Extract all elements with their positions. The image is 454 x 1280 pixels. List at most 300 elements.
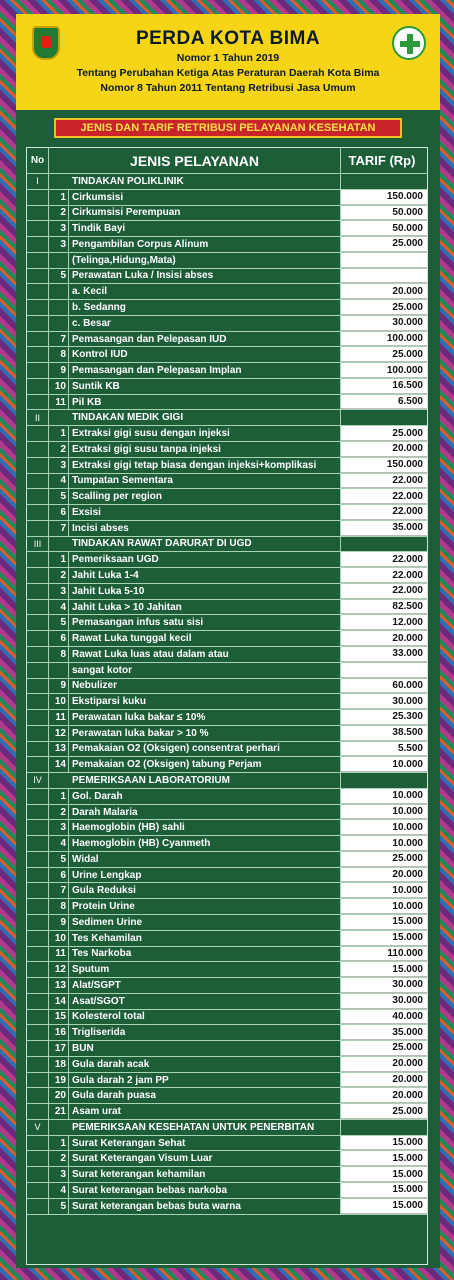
tariff-value	[341, 410, 427, 425]
table-row	[27, 757, 427, 773]
table-row	[27, 363, 427, 379]
item-number: 1	[49, 789, 69, 804]
tariff-value: 30.000	[341, 316, 427, 331]
service-name: Surat Keterangan Visum Luar	[69, 1151, 341, 1166]
section-title: PEMERIKSAAN LABORATORIUM	[69, 773, 341, 788]
item-number: 3	[49, 458, 69, 473]
section-title: TINDAKAN MEDIK GIGI	[69, 410, 341, 425]
table-row	[27, 489, 427, 505]
service-name: Scalling per region	[69, 489, 341, 504]
service-name: Pemasangan dan Pelepasan Implan	[69, 363, 341, 378]
item-number: 3	[49, 221, 69, 236]
table-row	[27, 915, 427, 931]
item-number: 2	[49, 1151, 69, 1166]
tariff-value: 22.000	[341, 568, 427, 583]
section-number: II	[27, 410, 49, 425]
tariff-value: 20.000	[341, 1088, 427, 1103]
section-row	[27, 537, 427, 553]
header-tariff: TARIF (Rp)	[348, 153, 416, 168]
tariff-value: 20.000	[341, 868, 427, 883]
service-name: Gula darah puasa	[69, 1088, 341, 1103]
item-number: 14	[49, 757, 69, 772]
table-row	[27, 663, 427, 679]
tariff-value: 30.000	[341, 978, 427, 993]
section-number	[27, 962, 49, 977]
section-number	[27, 1073, 49, 1088]
tariff-value: 15.000	[341, 915, 427, 930]
section-banner: JENIS DAN TARIF RETRIBUSI PELAYANAN KESEHATAN	[54, 118, 402, 138]
item-number: 9	[49, 915, 69, 930]
table-row	[27, 253, 427, 269]
section-number	[27, 1183, 49, 1198]
item-number: 7	[49, 883, 69, 898]
header-no: No	[27, 148, 49, 173]
tariff-value: 35.000	[341, 1025, 427, 1040]
section-number	[27, 221, 49, 236]
table-row	[27, 1025, 427, 1041]
city-emblem-icon	[32, 26, 60, 60]
service-name: Alat/SGPT	[69, 978, 341, 993]
service-name: a. Kecil	[69, 284, 341, 299]
section-number	[27, 1136, 49, 1151]
table-row	[27, 710, 427, 726]
section-number	[27, 694, 49, 709]
table-row	[27, 820, 427, 836]
service-name: Perawatan Luka / Insisi abses	[69, 269, 341, 284]
table-row	[27, 947, 427, 963]
section-number	[27, 584, 49, 599]
section-number: III	[27, 537, 49, 552]
tariff-value	[341, 253, 427, 268]
section-number	[27, 442, 49, 457]
tariff-value: 38.500	[341, 726, 427, 741]
table-row	[27, 1151, 427, 1167]
item-number: 1	[49, 552, 69, 567]
tariff-value: 20.000	[341, 631, 427, 646]
table-header	[27, 148, 427, 174]
service-name: Ekstiparsi kuku	[69, 694, 341, 709]
poster-title: PERDA KOTA BIMA	[135, 28, 321, 49]
table-row	[27, 442, 427, 458]
tariff-value: 25.300	[341, 710, 427, 725]
item-number: 13	[49, 742, 69, 757]
section-number	[27, 206, 49, 221]
item-number	[49, 663, 69, 678]
tariff-value: 22.000	[341, 474, 427, 489]
item-number: 5	[49, 615, 69, 630]
tariff-value: 33.000	[341, 647, 427, 662]
tariff-value: 6.500	[341, 395, 427, 410]
item-number: 8	[49, 899, 69, 914]
item-number	[49, 537, 69, 552]
tariff-value: 20.000	[341, 284, 427, 299]
section-number	[27, 852, 49, 867]
service-name: Asam urat	[69, 1104, 341, 1119]
table-row	[27, 1073, 427, 1089]
tariff-value: 10.000	[341, 805, 427, 820]
item-number: 5	[49, 852, 69, 867]
item-number: 6	[49, 868, 69, 883]
service-name: Nebulizer	[69, 679, 341, 694]
section-number: I	[27, 174, 49, 189]
section-row	[27, 1120, 427, 1136]
service-name: BUN	[69, 1041, 341, 1056]
section-number	[27, 757, 49, 772]
section-number	[27, 978, 49, 993]
service-name: Rawat Luka tunggal kecil	[69, 631, 341, 646]
service-name: Perawatan luka bakar ≤ 10%	[69, 710, 341, 725]
table-row	[27, 742, 427, 758]
section-number	[27, 679, 49, 694]
item-number: 11	[49, 947, 69, 962]
service-name: Haemoglobin (HB) Cyanmeth	[69, 836, 341, 851]
service-name: Tes Narkoba	[69, 947, 341, 962]
tariff-value	[341, 663, 427, 678]
tariff-value	[341, 269, 427, 284]
tariff-value: 15.000	[341, 1151, 427, 1166]
tariff-value: 25.000	[341, 1041, 427, 1056]
section-number	[27, 284, 49, 299]
section-number	[27, 1151, 49, 1166]
section-number	[27, 820, 49, 835]
service-name: Sedimen Urine	[69, 915, 341, 930]
item-number	[49, 316, 69, 331]
table-row	[27, 269, 427, 285]
item-number: 3	[49, 237, 69, 252]
table-row	[27, 221, 427, 237]
section-number	[27, 947, 49, 962]
item-number: 20	[49, 1088, 69, 1103]
table-row	[27, 789, 427, 805]
table-row	[27, 899, 427, 915]
table-row	[27, 505, 427, 521]
table-row	[27, 1167, 427, 1183]
service-name: Haemoglobin (HB) sahli	[69, 820, 341, 835]
tariff-value: 15.000	[341, 931, 427, 946]
service-name: Perawatan luka bakar > 10 %	[69, 726, 341, 741]
item-number	[49, 284, 69, 299]
tariff-value	[341, 1120, 427, 1135]
service-name: Protein Urine	[69, 899, 341, 914]
service-name: Extraksi gigi tetap biasa dengan injeksi+komplikasi	[69, 458, 341, 473]
table-row	[27, 332, 427, 348]
table-row	[27, 600, 427, 616]
service-name: Gula darah acak	[69, 1057, 341, 1072]
tariff-value: 10.000	[341, 836, 427, 851]
tariff-value: 25.000	[341, 426, 427, 441]
tariff-value: 15.000	[341, 962, 427, 977]
section-number	[27, 1167, 49, 1182]
section-number	[27, 647, 49, 662]
item-number: 5	[49, 1199, 69, 1214]
service-name: Widal	[69, 852, 341, 867]
table-row	[27, 978, 427, 994]
tariff-value: 22.000	[341, 552, 427, 567]
tariff-value: 40.000	[341, 1010, 427, 1025]
table-row	[27, 1041, 427, 1057]
section-title: PEMERIKSAAN KESEHATAN UNTUK PENERBITAN	[69, 1120, 341, 1135]
tariff-value: 30.000	[341, 694, 427, 709]
section-number	[27, 253, 49, 268]
item-number: 6	[49, 505, 69, 520]
item-number: 19	[49, 1073, 69, 1088]
section-number	[27, 316, 49, 331]
service-name: Jahit Luka > 10 Jahitan	[69, 600, 341, 615]
tariff-value: 22.000	[341, 505, 427, 520]
tariff-value: 25.000	[341, 347, 427, 362]
section-number	[27, 994, 49, 1009]
table-row	[27, 458, 427, 474]
section-number	[27, 300, 49, 315]
section-row	[27, 174, 427, 190]
item-number: 3	[49, 1167, 69, 1182]
service-name: Sputum	[69, 962, 341, 977]
table-row	[27, 805, 427, 821]
item-number: 14	[49, 994, 69, 1009]
tariff-value: 100.000	[341, 332, 427, 347]
tariff-value: 10.000	[341, 883, 427, 898]
table-row	[27, 521, 427, 537]
service-name: Gol. Darah	[69, 789, 341, 804]
tariff-value: 25.000	[341, 852, 427, 867]
table-row	[27, 284, 427, 300]
item-number: 15	[49, 1010, 69, 1025]
section-number	[27, 1025, 49, 1040]
item-number: 16	[49, 1025, 69, 1040]
section-number	[27, 489, 49, 504]
section-number	[27, 899, 49, 914]
item-number: 8	[49, 347, 69, 362]
tariff-value: 82.500	[341, 600, 427, 615]
item-number: 21	[49, 1104, 69, 1119]
item-number: 2	[49, 568, 69, 583]
tariff-value: 100.000	[341, 363, 427, 378]
service-name: Pemakaian O2 (Oksigen) consentrat perhari	[69, 742, 341, 757]
service-name: (Telinga,Hidung,Mata)	[69, 253, 341, 268]
service-name: Kolesterol total	[69, 1010, 341, 1025]
table-row	[27, 631, 427, 647]
service-name: Pemasangan infus satu sisi	[69, 615, 341, 630]
item-number: 4	[49, 1183, 69, 1198]
table-row	[27, 1057, 427, 1073]
table-row	[27, 1088, 427, 1104]
tariff-value: 150.000	[341, 458, 427, 473]
section-number	[27, 742, 49, 757]
item-number: 7	[49, 332, 69, 347]
item-number: 5	[49, 269, 69, 284]
tariff-value	[341, 174, 427, 189]
section-title: TINDAKAN RAWAT DARURAT DI UGD	[69, 537, 341, 552]
service-name: Surat keterangan kehamilan	[69, 1167, 341, 1182]
service-name: Pemeriksaan UGD	[69, 552, 341, 567]
table-row	[27, 316, 427, 332]
item-number	[49, 174, 69, 189]
service-name: Pengambilan Corpus Alinum	[69, 237, 341, 252]
table-row	[27, 568, 427, 584]
table-row	[27, 1010, 427, 1026]
table-row	[27, 931, 427, 947]
section-number	[27, 505, 49, 520]
health-cross-icon	[392, 26, 426, 60]
section-number	[27, 710, 49, 725]
tariff-value: 35.000	[341, 521, 427, 536]
table-row	[27, 1104, 427, 1120]
service-name: Rawat Luka luas atau dalam atau	[69, 647, 341, 662]
section-number	[27, 237, 49, 252]
service-name: b. Sedanng	[69, 300, 341, 315]
section-number	[27, 600, 49, 615]
section-row	[27, 773, 427, 789]
item-number: 2	[49, 206, 69, 221]
table-row	[27, 994, 427, 1010]
section-number	[27, 883, 49, 898]
regulation-reference: Nomor 8 Tahun 2011 Tentang Retribusi Jasa Umum	[100, 82, 356, 94]
section-number	[27, 931, 49, 946]
service-name: Surat keterangan bebas narkoba	[69, 1183, 341, 1198]
service-name: Jahit Luka 1-4	[69, 568, 341, 583]
item-number: 8	[49, 647, 69, 662]
tariff-value: 110.000	[341, 947, 427, 962]
item-number: 9	[49, 679, 69, 694]
section-row	[27, 410, 427, 426]
tariff-value: 22.000	[341, 489, 427, 504]
section-number	[27, 868, 49, 883]
section-number	[27, 190, 49, 205]
section-number	[27, 363, 49, 378]
section-number	[27, 663, 49, 678]
table-row	[27, 647, 427, 663]
tariff-value: 25.000	[341, 300, 427, 315]
section-number	[27, 426, 49, 441]
service-name: Asat/SGOT	[69, 994, 341, 1009]
item-number	[49, 253, 69, 268]
tariff-value: 10.000	[341, 820, 427, 835]
table-row	[27, 836, 427, 852]
tariff-value: 15.000	[341, 1136, 427, 1151]
item-number: 9	[49, 363, 69, 378]
section-number	[27, 1199, 49, 1214]
tariff-value: 20.000	[341, 442, 427, 457]
section-title: TINDAKAN POLIKLINIK	[69, 174, 341, 189]
poster-frame	[16, 14, 440, 1268]
regulation-number: Nomor 1 Tahun 2019	[176, 52, 280, 64]
item-number: 1	[49, 1136, 69, 1151]
tariff-value: 50.000	[341, 221, 427, 236]
table-row	[27, 347, 427, 363]
item-number	[49, 1120, 69, 1135]
service-name: Cirkumsisi	[69, 190, 341, 205]
tariff-value	[341, 537, 427, 552]
item-number: 10	[49, 694, 69, 709]
service-name: Extraksi gigi susu tanpa injeksi	[69, 442, 341, 457]
service-name: Darah Malaria	[69, 805, 341, 820]
section-number	[27, 615, 49, 630]
section-number	[27, 552, 49, 567]
section-number	[27, 631, 49, 646]
section-number: IV	[27, 773, 49, 788]
tariff-value: 50.000	[341, 206, 427, 221]
item-number: 1	[49, 190, 69, 205]
table-row	[27, 852, 427, 868]
table-row	[27, 694, 427, 710]
item-number: 3	[49, 820, 69, 835]
item-number: 1	[49, 426, 69, 441]
tariff-value: 5.500	[341, 742, 427, 757]
tariff-value: 10.000	[341, 757, 427, 772]
item-number: 7	[49, 521, 69, 536]
regulation-about: Tentang Perubahan Ketiga Atas Peraturan Daerah Kota Bima	[76, 67, 380, 79]
tariff-value: 15.000	[341, 1183, 427, 1198]
table-row	[27, 206, 427, 222]
section-number	[27, 1010, 49, 1025]
section-number	[27, 915, 49, 930]
section-number	[27, 789, 49, 804]
table-row	[27, 679, 427, 695]
item-number: 12	[49, 962, 69, 977]
tariff-value	[341, 773, 427, 788]
section-number	[27, 805, 49, 820]
header-service: JENIS PELAYANAN	[49, 148, 341, 173]
tariff-value: 60.000	[341, 679, 427, 694]
table-row	[27, 883, 427, 899]
section-number	[27, 474, 49, 489]
section-number	[27, 269, 49, 284]
service-name: Extraksi gigi susu dengan injeksi	[69, 426, 341, 441]
item-number: 4	[49, 474, 69, 489]
service-name: Surat keterangan bebas buta warna	[69, 1199, 341, 1214]
tariff-value: 22.000	[341, 584, 427, 599]
tariff-value: 30.000	[341, 994, 427, 1009]
table-row	[27, 190, 427, 206]
table-row	[27, 474, 427, 490]
table-row	[27, 615, 427, 631]
item-number: 18	[49, 1057, 69, 1072]
tariff-table	[26, 147, 428, 1265]
section-number	[27, 521, 49, 536]
item-number: 10	[49, 931, 69, 946]
table-row	[27, 584, 427, 600]
tariff-value: 10.000	[341, 899, 427, 914]
item-number: 11	[49, 395, 69, 410]
tariff-value: 15.000	[341, 1199, 427, 1214]
tariff-value: 150.000	[341, 190, 427, 205]
item-number: 13	[49, 978, 69, 993]
item-number: 4	[49, 600, 69, 615]
service-name: Suntik KB	[69, 379, 341, 394]
section-number	[27, 332, 49, 347]
section-number	[27, 726, 49, 741]
table-row	[27, 552, 427, 568]
item-number: 10	[49, 379, 69, 394]
table-row	[27, 379, 427, 395]
service-name: Tindik Bayi	[69, 221, 341, 236]
item-number: 6	[49, 631, 69, 646]
section-number	[27, 395, 49, 410]
service-name: Trigliserida	[69, 1025, 341, 1040]
tariff-value: 20.000	[341, 1073, 427, 1088]
service-name: Gula darah 2 jam PP	[69, 1073, 341, 1088]
item-number: 4	[49, 836, 69, 851]
item-number: 2	[49, 442, 69, 457]
service-name: Urine Lengkap	[69, 868, 341, 883]
item-number: 17	[49, 1041, 69, 1056]
tariff-value: 25.000	[341, 1104, 427, 1119]
service-name: Gula Reduksi	[69, 883, 341, 898]
item-number: 12	[49, 726, 69, 741]
service-name: Pil KB	[69, 395, 341, 410]
service-name: Pemasangan dan Pelepasan IUD	[69, 332, 341, 347]
section-number: V	[27, 1120, 49, 1135]
